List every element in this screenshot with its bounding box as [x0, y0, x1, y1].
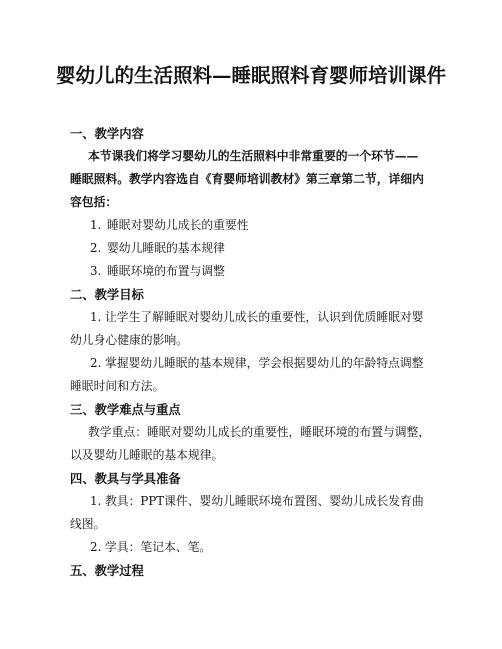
content-item-3	[90, 260, 462, 283]
key-points-line-2: 以及婴幼儿睡眠的基本规律。	[70, 448, 224, 462]
section-heading-materials: 四、教具与学具准备	[70, 471, 181, 486]
key-points-line-1: 教学重点：睡眠对婴幼儿成长的重要性，睡眠环境的布置与调整，	[88, 425, 431, 439]
objective-1-line-2: 幼儿身心健康的影响。	[70, 333, 188, 347]
content-item-2	[90, 237, 462, 260]
item-number: 1.	[90, 218, 102, 232]
content-item-1	[90, 214, 462, 237]
item-text: 婴幼儿睡眠的基本规律	[107, 241, 225, 255]
document-title: 婴幼儿的生活照料—睡眠照料育婴师培训课件	[55, 64, 446, 87]
materials-2: 2. 学具：笔记本、笔。	[90, 540, 212, 554]
item-number: 2.	[90, 241, 102, 255]
materials-1-line-1: 1. 教具：PPT课件、婴幼儿睡眠环境布置图、婴幼儿成长发育曲	[90, 494, 424, 508]
intro-line-1: 本节课我们将学习婴幼儿的生活照料中非常重要的一个环节——	[88, 149, 419, 163]
section-heading-key-points: 三、教学难点与重点	[70, 402, 181, 417]
intro-line-2: 睡眠照料。教学内容选自《育婴师培训教材》第三章第二节，详细内	[70, 172, 424, 186]
item-number: 3.	[90, 264, 102, 278]
section-heading-process: 五、教学过程	[70, 563, 144, 578]
item-text: 睡眠环境的布置与调整	[107, 264, 225, 278]
section-heading-content: 一、教学内容	[70, 126, 144, 141]
objective-2-line-1: 2. 掌握婴幼儿睡眠的基本规律，学会根据婴幼儿的年龄特点调整	[90, 356, 424, 370]
objective-2-line-2: 睡眠时间和方法。	[70, 379, 165, 393]
objective-1-line-1: 1. 让学生了解睡眠对婴幼儿成长的重要性，认识到优质睡眠对婴	[90, 310, 424, 324]
section-heading-objectives: 二、教学目标	[70, 287, 144, 302]
materials-1-line-2: 线图。	[70, 517, 106, 531]
intro-line-3: 容包括：	[70, 195, 118, 209]
item-text: 睡眠对婴幼儿成长的重要性	[107, 218, 249, 232]
